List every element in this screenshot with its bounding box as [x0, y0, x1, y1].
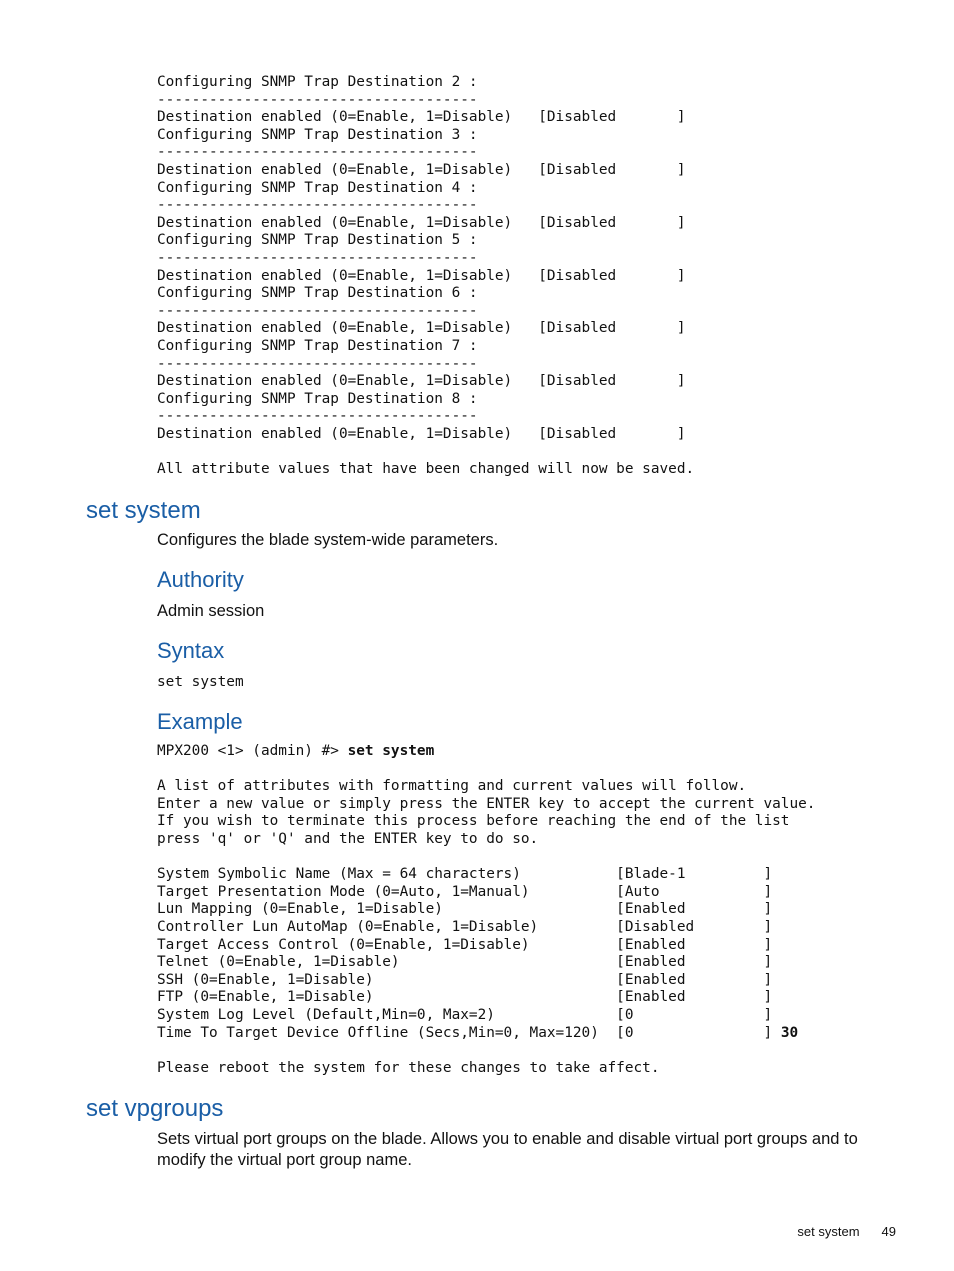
page-footer: [797, 1224, 896, 1239]
example-prompt: MPX200 <1> (admin) #>: [157, 743, 348, 759]
set-vpgroups-heading: set vpgroups: [86, 1095, 224, 1122]
last-attribute-line: Time To Target Device Offline (Secs,Min=0, Max=120) [0 ]: [157, 1024, 781, 1041]
syntax-code: set system: [157, 674, 244, 690]
footer-section-name: set system: [797, 1224, 860, 1239]
authority-text: Admin session: [157, 602, 265, 620]
set-vpgroups-description: Sets virtual port groups on the blade. Allows you to enable and disable virtual port groups and to modify the virtual port group name.: [157, 1130, 858, 1169]
set-system-description: Configures the blade system-wide parameters.: [157, 531, 499, 549]
example-heading: Example: [157, 709, 243, 734]
snmp-trap-code-block: Configuring SNMP Trap Destination 2 : ------------------------------------- Destination enabled (0=Enable, 1=Disable) [Disabled ] Configuring SNMP Trap Destination 3 : ------------------------------------- Destination enabled (0=Enable, 1=Disable) [Disabled ] Configuring SNMP Trap Destination 4 : ------------------------------------- Destination enabled (0=Enable, 1=Disable) [Disabled ] Configuring SNMP Trap Destination 5 : ------------------------------------- Destination enabled (0=Enable, 1=Disable) [Disabled ] Configuring SNMP Trap Destination 6 : ------------------------------------- Destination enabled (0=Enable, 1=Disable) [Disabled ] Configuring SNMP Trap Destination 7 : ------------------------------------- Destination enabled (0=Enable, 1=Disable) [Disabled ] Configuring SNMP Trap Destination 8 : ------------------------------------- Destination enabled (0=Enable, 1=Disable) [Disabled ] All attribute values that have been changed will now be saved.: [157, 74, 695, 478]
example-closing-lines: Please reboot the system for these changes to take affect.: [157, 1059, 660, 1076]
set-system-heading: set system: [86, 497, 201, 524]
last-attribute-input: 30: [780, 1024, 799, 1041]
example-code-block: [157, 743, 815, 1077]
example-output-lines: A list of attributes with formatting and current values will follow. Enter a new value or simply press the ENTER key to accept the current value. If you wish to terminate this process before reaching the end of the list press 'q' or 'Q' and the ENTER key to do so. System Symbolic Name (Max = 64 characters) [Blade-1 ] Target Presentation Mode (0=Auto, 1=Manual) [Auto ] Lun Mapping (0=Enable, 1=Disable) [Enabled ] Controller Lun AutoMap (0=Enable, 1=Disable) [Disabled ] Target Access Control (0=Enable, 1=Disable) [Enabled ] Telnet (0=Enable, 1=Disable) [Enabled ] SSH (0=Enable, 1=Disable) [Enabled ] FTP (0=Enable, 1=Disable) [Enabled ] System Log Level (Default,Min=0, Max=2) [0 ]: [157, 778, 816, 1023]
page-number: 49: [881, 1224, 896, 1239]
authority-heading: Authority: [157, 567, 244, 592]
syntax-heading: Syntax: [157, 638, 225, 663]
example-command: set system: [347, 743, 435, 759]
